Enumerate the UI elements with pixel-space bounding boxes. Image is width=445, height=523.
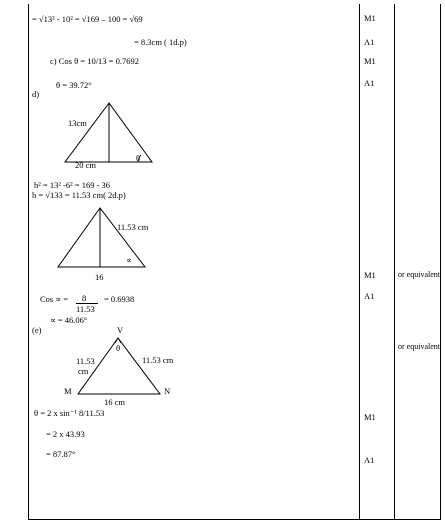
result-8-3: = 8.3cm ( 1d.p) xyxy=(134,37,187,47)
fig3-left-label-a: 11.53 xyxy=(76,356,95,366)
fig3-left-label-b: cm xyxy=(78,366,89,376)
h-value-line: h = √133 = 11.53 cm( 2d.p) xyxy=(32,190,126,200)
mark-5: M1 xyxy=(364,270,376,280)
fig1-angle-label: θ xyxy=(136,153,141,163)
h-squared-line: h² = 13² -6² = 169 - 36 xyxy=(34,180,111,190)
times-line: = 2 x 43.93 xyxy=(46,429,85,439)
cos-alpha-numerator: 8 xyxy=(82,293,87,303)
cos-alpha-label: Cos ∝ = xyxy=(40,294,69,304)
theta-formula: θ = 2 x sin⁻¹ 8/11.53 xyxy=(34,408,105,418)
fig2-base-label: 16 xyxy=(95,272,104,282)
mark-4: A1 xyxy=(364,78,375,88)
mark-8: A1 xyxy=(364,455,375,465)
note-or-equivalent-2: or equivalent xyxy=(398,342,440,351)
fig3-right-label: 11.53 cm xyxy=(142,355,174,365)
part-e-label: (e) xyxy=(32,325,42,335)
note-or-equivalent-1: or equivalent xyxy=(398,270,440,279)
mark-3: M1 xyxy=(364,56,376,66)
fig3-apex-angle: θ xyxy=(116,343,121,353)
cos-alpha-denominator: 11.53 xyxy=(76,304,95,314)
mark-1: M1 xyxy=(364,13,376,23)
part-c: c) Cos θ = 10/13 = 0.7692 xyxy=(50,56,139,66)
mark-7: M1 xyxy=(364,412,376,422)
triangle-figure-1 xyxy=(65,103,152,170)
fig3-right-vertex: N xyxy=(164,386,171,396)
sqrt-line: = √13² - 10² = √169 – 100 = √69 xyxy=(32,14,143,24)
fig1-base-label: 20 cm xyxy=(75,160,97,170)
fig1-hyp-label: 13cm xyxy=(68,118,87,128)
fig3-apex-label: V xyxy=(117,325,124,335)
cos-alpha-result: = 0.6938 xyxy=(104,294,135,304)
triangle-figure-3 xyxy=(64,325,174,407)
final-line: = 87.87° xyxy=(46,449,76,459)
part-d-label: d) xyxy=(32,89,40,99)
mark-6: A1 xyxy=(364,291,375,301)
mark-2: A1 xyxy=(364,37,375,47)
fig3-base-label: 16 cm xyxy=(104,397,126,407)
fig2-angle-label: ∝ xyxy=(126,255,132,265)
alpha-result: ∝ = 46.06° xyxy=(50,315,88,325)
fig2-side-label: 11.53 cm xyxy=(117,222,149,232)
fig3-left-vertex: M xyxy=(64,386,72,396)
triangle-figure-2 xyxy=(58,208,149,282)
theta-result: θ = 39.72° xyxy=(56,80,92,90)
